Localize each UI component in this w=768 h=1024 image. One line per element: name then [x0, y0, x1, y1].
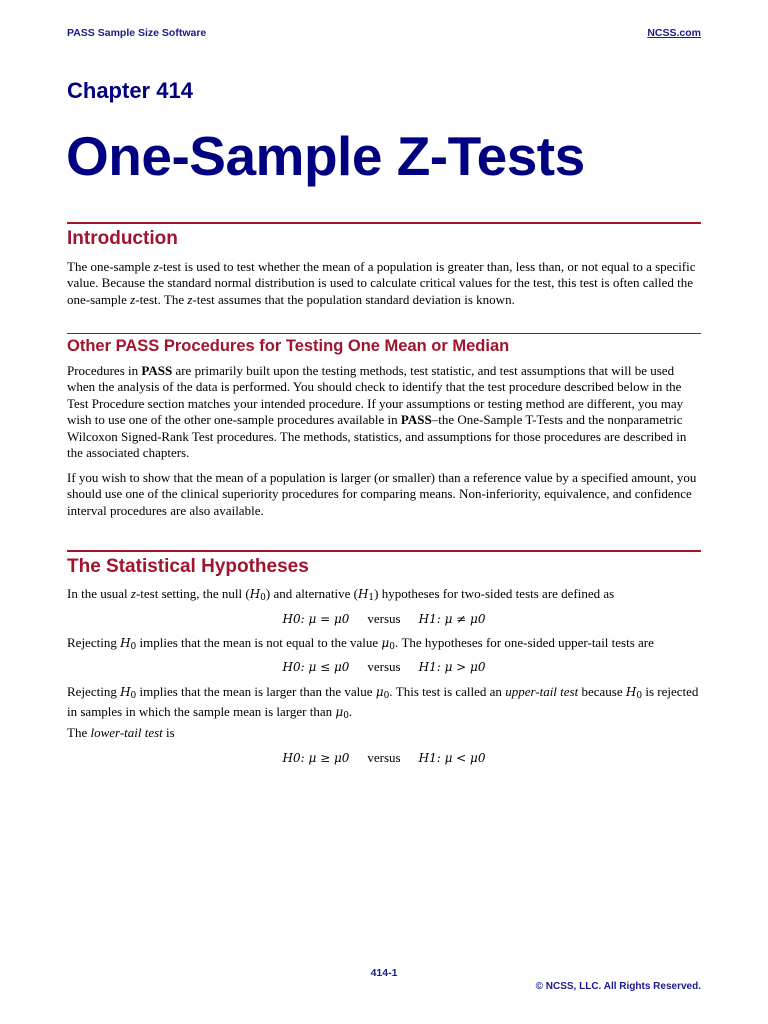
section-rule — [67, 333, 701, 334]
hypotheses-intro: In the usual z-test setting, the null $(H_0)$ and alternative $(H_1)$ hypotheses for two-sided tests are defined as — [67, 586, 615, 603]
lower-tail-paragraph: The lower-tail test is — [67, 725, 175, 740]
upper-tail-paragraph: Rejecting $H_0$ implies that the mean is larger than the value $\mu_0$. This test is called an upper-tail test because $H_0$ is rejected in samples in which the sample mean is larger than $\mu_0$. — [67, 684, 699, 722]
chapter-label: Chapter 414 — [67, 78, 193, 103]
header-software-name: PASS Sample Size Software — [67, 27, 207, 39]
hypotheses-heading: The Statistical Hypotheses — [67, 556, 309, 577]
section-rule — [67, 550, 701, 552]
other-procedures-heading: Other PASS Procedures for Testing One Mean or Median — [67, 337, 510, 355]
intro-paragraph: The one-sample z-test is used to test whether the mean of a population is greater than, less than, or not equal to a specific value. Because the standard normal distribution is used to calculate critical values for the test, this test is often called the one-sample z-test. The z-test assumes that the population standard deviation is known. — [67, 259, 696, 307]
intro-heading: Introduction — [67, 228, 178, 249]
other-procedures-paragraph: Procedures in PASS are primarily built upon the testing methods, test statistic, and test assumptions that will be used when the analysis of the data is performed. You should check to identify that the test procedure described below in the Test Procedure section matches your intended procedure. If your assumptions or testing method are different, you may wish to use one of the other one-sample procedures available in PASS–the One-Sample T-Tests and the nonparametric Wilcoxon Signed-Rank Test procedures. The methods, statistics, and assumptions for those procedures are described in the associated chapters. — [67, 363, 687, 461]
copyright: © NCSS, LLC. All Rights Reserved. — [535, 981, 701, 992]
page-title: One-Sample Z-Tests — [66, 125, 585, 187]
null-hypothesis: H0: μ = μ0 — [282, 612, 350, 626]
alt-hypothesis: H1: μ < μ0 — [418, 751, 486, 765]
superiority-paragraph: If you wish to show that the mean of a population is larger (or smaller) than a reference value by a specified amount, you should use one of the clinical superiority procedures for comparing means. Non-inferiority, equivalence, and confidence interval procedures are also available. — [67, 470, 697, 518]
header-site-link[interactable]: NCSS.com — [647, 27, 701, 39]
equation-two-sided: H0: μ = μ0 versus H1: μ ≠ μ0 — [282, 611, 486, 626]
null-hypothesis: H0: μ ≤ μ0 — [282, 660, 350, 674]
reject-two-sided-paragraph: Rejecting $H_0$ implies that the mean is not equal to the value $\mu_0$. The hypotheses for one-sided upper-tail tests are — [67, 635, 654, 652]
equation-upper-tail: H0: μ ≤ μ0 versus H1: μ > μ0 — [282, 659, 486, 674]
equation-lower-tail: H0: μ ≥ μ0 versus H1: μ < μ0 — [282, 750, 486, 765]
page-number: 414-1 — [370, 967, 398, 979]
alt-hypothesis: H1: μ > μ0 — [418, 660, 486, 674]
alt-hypothesis: H1: μ ≠ μ0 — [418, 612, 486, 626]
null-hypothesis: H0: μ ≥ μ0 — [282, 751, 350, 765]
section-rule — [67, 222, 701, 224]
